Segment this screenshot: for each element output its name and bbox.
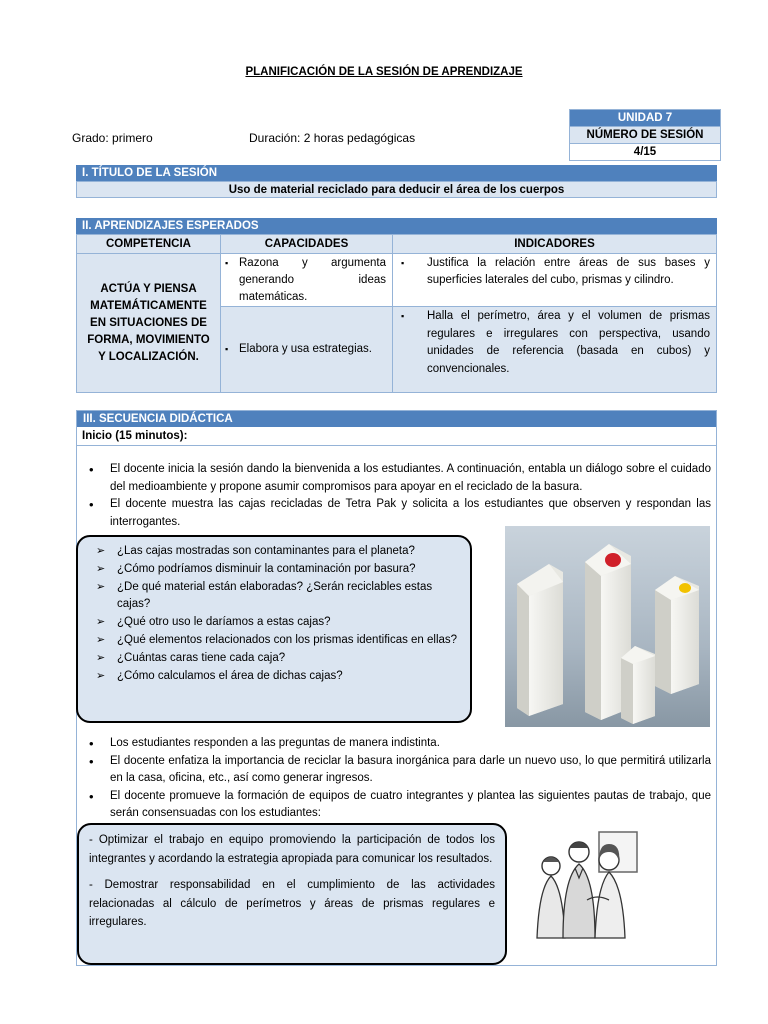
numero-sesion-label: NÚMERO DE SESIÓN xyxy=(570,127,721,144)
unidad-label: UNIDAD 7 xyxy=(570,110,721,127)
capacidad-row-1 xyxy=(221,254,393,307)
numero-sesion-value: 4/15 xyxy=(570,144,721,161)
milk-carton-photo xyxy=(505,526,710,727)
section-aprendizajes-heading: II. APRENDIZAJES ESPERADOS xyxy=(76,218,717,234)
question-item: ➢ ¿Cómo podríamos disminuir la contaminación por basura? xyxy=(78,561,460,579)
indicador-row-1 xyxy=(393,254,717,307)
question-item: ➢ ¿Cómo calculamos el área de dichas cajas? xyxy=(78,668,460,686)
question-item: ➢ ¿Cuántas caras tiene cada caja? xyxy=(78,650,460,668)
document-title: PLANIFICACIÓN DE LA SESIÓN DE APRENDIZAJE xyxy=(245,66,523,78)
list-item: • Los estudiantes responden a las preguntas de manera indistinta. xyxy=(78,735,711,753)
indicador-text-1: Justifica la relación entre áreas de sus bases y superficies laterales del cubo, prismas y cilindro. xyxy=(427,257,710,286)
questions-box xyxy=(76,535,472,723)
capacidad-row-2 xyxy=(221,307,393,393)
bullet-square-icon: ▪ xyxy=(401,311,405,321)
pauta-item: - Optimizar el trabajo en equipo promoviendo la participación de todos los integrantes y acordando la estrategia apropiada para comunicar los resultados. xyxy=(89,834,495,865)
inicio-label: Inicio (15 minutos): xyxy=(77,427,716,446)
bullet-square-icon: ▪ xyxy=(401,258,405,268)
bullet-square-icon: ▪ xyxy=(225,344,229,354)
students-drawing xyxy=(523,830,643,942)
list-item: • El docente promueve la formación de equipos de cuatro integrantes y plantea las siguientes pautas de trabajo, que serán consensuadas con los estudiantes: xyxy=(78,788,711,823)
duracion-label: Duración: 2 horas pedagógicas xyxy=(249,131,416,145)
list-item: • El docente inicia la sesión dando la bienvenida a los estudiantes. A continuación, entabla un diálogo sobre el cuidado del medioambiente y propone asumir compromisos para apoyar en el reciclado de la basura. xyxy=(78,461,711,496)
bullet-square-icon: ▪ xyxy=(225,258,229,268)
students-illustration xyxy=(523,830,643,942)
grado-label: Grado: primero xyxy=(72,131,153,145)
pautas-box xyxy=(77,823,507,965)
list-item: • El docente muestra las cajas recicladas de Tetra Pak y solicita a los estudiantes que observen y respondan las interrogantes. xyxy=(78,496,711,531)
unit-box xyxy=(569,109,721,161)
aprendizajes-table xyxy=(76,234,717,393)
question-item: ➢ ¿De qué material están elaboradas? ¿Serán reciclables estas cajas? xyxy=(78,579,460,615)
competencia-cell: ACTÚA Y PIENSA MATEMÁTICAMENTE EN SITUACIONES DE FORMA, MOVIMIENTO Y LOCALIZACIÓN. xyxy=(77,254,221,393)
col-competencia: COMPETENCIA xyxy=(77,235,221,254)
session-title-text: Uso de material reciclado para deducir el área de los cuerpos xyxy=(76,181,717,198)
section-titulo-heading: I. TÍTULO DE LA SESIÓN xyxy=(76,165,717,181)
col-indicadores: INDICADORES xyxy=(393,235,717,254)
indicador-row-2 xyxy=(393,307,717,393)
question-item: ➢ ¿Qué elementos relacionados con los prismas identificas en ellas? xyxy=(78,632,460,650)
bullets-bottom xyxy=(78,735,711,823)
indicador-text-2: Halla el perímetro, área y el volumen de prismas regulares e irregulares con perspectiva, usando unidades de referencia (basada en cubos) y convencionales. xyxy=(427,310,710,375)
list-item: • El docente enfatiza la importancia de reciclar la basura inorgánica para darle un nuevo uso, lo que permitirá utilizarla en la casa, oficina, etc., así como generar ingresos. xyxy=(78,753,711,788)
question-item: ➢ ¿Las cajas mostradas son contaminantes para el planeta? xyxy=(78,543,460,561)
milk-carton-image xyxy=(505,526,710,727)
section-titulo xyxy=(76,165,717,198)
section-aprendizajes xyxy=(76,218,717,393)
pauta-item: - Demostrar responsabilidad en el cumplimiento de las actividades relacionadas al cálculo de perímetros y áreas de prismas regulares e irregulares. xyxy=(89,879,495,928)
bullets-top xyxy=(78,461,711,531)
questions-list xyxy=(78,537,470,685)
section-secuencia-heading: III. SECUENCIA DIDÁCTICA xyxy=(77,411,716,427)
capacidad-text-2: Elabora y usa estrategias. xyxy=(239,343,372,355)
capacidad-text-1: Razona y argumenta generando ideas matemáticas. xyxy=(239,257,386,303)
question-item: ➢ ¿Qué otro uso le daríamos a estas cajas? xyxy=(78,614,460,632)
col-capacidades: CAPACIDADES xyxy=(221,235,393,254)
